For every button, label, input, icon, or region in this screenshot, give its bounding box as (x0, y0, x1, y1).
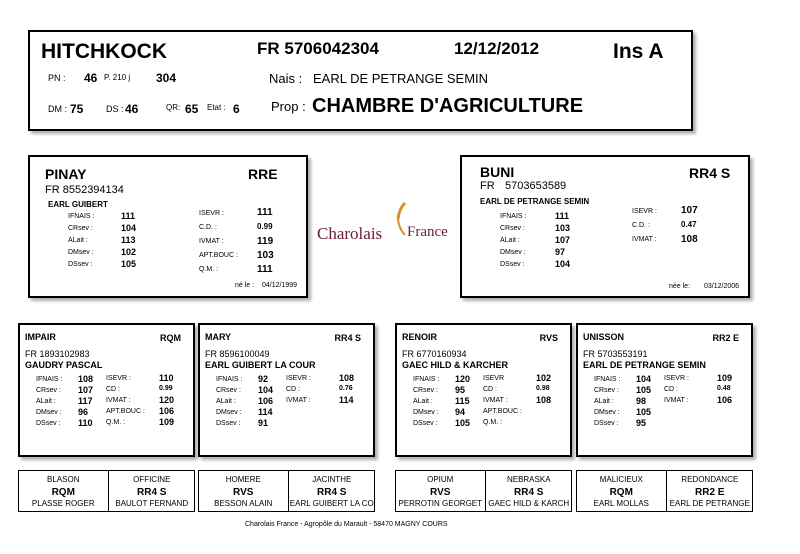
sire-stat-value: 113 (121, 235, 136, 245)
grandparent-card (198, 323, 375, 457)
dam-index-value: 107 (681, 205, 698, 216)
grandparent-stat-label: CRsev : (594, 387, 619, 394)
grandparent-index-label: CD : (483, 386, 497, 393)
great-grandparent-cell (288, 471, 377, 511)
sire-index-label: Q.M. : (199, 266, 219, 273)
dam-index-label: ISEVR : (632, 208, 657, 215)
great-grandparent-name: NEBRASKA (506, 475, 551, 484)
great-grandparent-code: RR4 S (514, 487, 544, 498)
grandparent-stat-value: 92 (258, 374, 269, 384)
grandparent-id: FR 6770160934 (402, 349, 467, 359)
grandparent-index-value: 0.76 (339, 385, 353, 392)
grandparent-code: RVS (539, 333, 558, 343)
great-grandparent-owner: EARL GUIBERT LA CO (289, 499, 374, 508)
sire-born-date: 04/12/1999 (262, 282, 298, 289)
dam-index-value: 108 (681, 234, 698, 245)
grandparent-index-label: CD : (664, 386, 678, 393)
grandparent-index-label: Q.M. : (106, 419, 126, 426)
inscription-status: Ins A (613, 40, 664, 63)
dam-stat-label: IFNAIS : (500, 213, 527, 220)
grandparent-owner: EARL GUIBERT LA COUR (205, 360, 316, 370)
grandparent-stat-value: 95 (636, 418, 647, 428)
ds-value: 46 (125, 102, 139, 116)
grandparent-index-label: IVMAT : (106, 397, 131, 404)
grandparent-stat-label: IFNAIS : (36, 376, 63, 383)
grandparent-index-label: IVMAT : (483, 397, 508, 404)
grandparent-index-value: 108 (339, 373, 355, 383)
grandparent-index-label: ISEVR : (664, 375, 689, 382)
sire-born-label: né le : (235, 282, 255, 289)
dam-stat-value: 107 (555, 235, 571, 245)
grandparent-stat-value: 91 (258, 418, 269, 428)
dm-label: DM : (48, 104, 67, 114)
grandparent-index-value: 109 (159, 417, 175, 427)
great-grandparent-cell (666, 471, 755, 511)
grandparent-index-label: IVMAT : (664, 397, 689, 404)
grandparent-index-value: 0.98 (536, 385, 550, 392)
grandparent-name: RENOIR (402, 332, 438, 342)
grandparent-stat-label: CRsev : (36, 387, 61, 394)
prop-value: CHAMBRE D'AGRICULTURE (312, 95, 584, 117)
grandparent-index-label: ISEVR (483, 375, 505, 382)
grandparent-stat-value: 96 (78, 407, 89, 417)
sire-stat-label: IFNAIS : (68, 213, 95, 220)
great-grandparent-cell (199, 471, 288, 511)
grandparent-stat-value: 104 (636, 374, 652, 384)
grandparent-name: MARY (205, 332, 232, 342)
sire-index-value: 0.99 (257, 222, 273, 231)
grandparent-stat-label: ALait : (594, 398, 614, 405)
grandparent-index-value: 0.48 (717, 385, 731, 392)
grandparent-stat-value: 117 (78, 396, 93, 406)
sire-stat-label: CRsev : (68, 225, 93, 232)
grandparent-code: RQM (160, 333, 181, 343)
dm-value: 75 (70, 102, 84, 116)
great-grandparent-code: RQM (609, 487, 633, 498)
nais-label: Nais : (269, 71, 303, 86)
dam-stat-label: ALait : (500, 237, 520, 244)
sire-code: RRE (248, 166, 278, 182)
grandparent-name: UNISSON (583, 332, 625, 342)
great-grandparent-pair (576, 470, 753, 512)
great-grandparent-name: OFFICINE (133, 475, 171, 484)
grandparent-stat-value: 110 (78, 418, 93, 428)
grandparent-id: FR 5703553191 (583, 349, 648, 359)
sire-index-value: 119 (257, 236, 274, 247)
grandparent-stat-value: 94 (455, 407, 466, 417)
sire-index-value: 111 (257, 207, 273, 218)
dam-stat-value: 97 (555, 247, 566, 257)
dam-id-prefix: FR (480, 180, 495, 192)
grandparent-id: FR 1893102983 (25, 349, 90, 359)
sire-stat-value: 105 (121, 259, 137, 269)
dam-stat-label: CRsev : (500, 225, 525, 232)
qr-label: QR: (166, 103, 181, 112)
great-grandparent-cell (108, 471, 197, 511)
p210-value: 304 (156, 71, 177, 85)
grandparent-stat-value: 106 (258, 396, 274, 406)
grandparent-index-value: 108 (536, 395, 552, 405)
grandparent-code: RR4 S (334, 333, 361, 343)
p210-label: P. 210 j (104, 73, 131, 82)
grandparent-index-value: 0.99 (159, 385, 173, 392)
grandparent-index-label: CD : (106, 386, 120, 393)
great-grandparent-code: RR4 S (137, 487, 167, 498)
great-grandparent-cell (19, 471, 108, 511)
sire-index-label: C.D. : (199, 224, 217, 231)
grandparent-name: IMPAIR (25, 332, 56, 342)
dam-stat-label: DMsev : (500, 249, 526, 256)
sire-index-label: IVMAT : (199, 238, 224, 245)
report-date: 12/12/2012 (454, 39, 540, 58)
grandparent-index-label: APT.BOUC : (106, 408, 145, 415)
great-grandparent-owner: EARL MOLLAS (593, 499, 649, 508)
grandparent-stat-value: 105 (636, 385, 652, 395)
great-grandparent-code: RVS (233, 487, 254, 498)
great-grandparent-code: RQM (51, 487, 75, 498)
footer-address: Charolais France - Agropôle du Marault - 58470 MAGNY COURS (245, 521, 448, 528)
sire-owner: EARL GUIBERT (48, 200, 108, 209)
dam-born-label: née le: (669, 283, 691, 290)
qr-value: 65 (185, 102, 199, 116)
dam-owner: EARL DE PETRANGE SEMIN (480, 197, 590, 206)
great-grandparent-cell (396, 471, 485, 511)
grandparent-index-value: 106 (717, 395, 733, 405)
grandparent-stat-value: 120 (455, 374, 471, 384)
prop-label: Prop : (271, 99, 306, 114)
animal-name: HITCHKOCK (41, 40, 167, 63)
grandparent-card (18, 323, 195, 457)
etat-value: 6 (233, 102, 240, 116)
grandparent-index-value: 114 (339, 395, 354, 405)
dam-stat-value: 104 (555, 259, 571, 269)
sire-index-label: APT.BOUC : (199, 252, 238, 259)
pn-value: 46 (84, 71, 98, 85)
great-grandparent-code: RR2 E (695, 487, 725, 498)
great-grandparent-name: BLASON (47, 475, 80, 484)
sire-stat-value: 102 (121, 247, 137, 257)
great-grandparent-cell (485, 471, 574, 511)
pn-label: PN : (48, 73, 66, 83)
dam-code: RR4 S (689, 165, 731, 181)
grandparent-stat-label: DMsev : (36, 409, 62, 416)
sire-stat-value: 104 (121, 223, 137, 233)
grandparent-index-value: 120 (159, 395, 175, 405)
grandparent-stat-label: ALait : (36, 398, 56, 405)
great-grandparent-owner: PLASSE ROGER (31, 499, 95, 508)
dam-index-label: IVMAT : (632, 236, 657, 243)
grandparent-stat-value: 114 (258, 407, 273, 417)
grandparent-stat-label: DSsev : (216, 420, 241, 427)
dam-stat-value: 103 (555, 223, 571, 233)
grandparent-stat-label: ALait : (413, 398, 433, 405)
grandparent-index-value: 102 (536, 373, 552, 383)
sire-index-value: 111 (257, 264, 273, 275)
dam-card (460, 155, 750, 298)
grandparent-card (576, 323, 753, 457)
grandparent-stat-label: DMsev : (594, 409, 620, 416)
ds-label: DS : (106, 104, 124, 114)
grandparent-stat-value: 105 (636, 407, 652, 417)
grandparent-index-label: ISEVR : (286, 375, 311, 382)
great-grandparent-owner: PERROTIN GEORGET (398, 499, 483, 508)
animal-id: FR 5706042304 (257, 39, 379, 58)
dam-index-value: 0.47 (681, 220, 697, 229)
grandparent-index-label: ISEVR : (106, 375, 131, 382)
dam-stat-value: 111 (555, 211, 570, 221)
grandparent-stat-label: ALait : (216, 398, 236, 405)
dam-name: BUNI (480, 164, 515, 180)
great-grandparent-owner: BESSON ALAIN (214, 499, 273, 508)
grandparent-index-value: 109 (717, 373, 733, 383)
sire-stat-value: 111 (121, 211, 136, 221)
sire-id: FR 8552394134 (45, 184, 124, 196)
great-grandparent-name: OPIUM (427, 475, 454, 484)
sire-index-value: 103 (257, 250, 274, 261)
grandparent-index-value: 110 (159, 373, 174, 383)
sire-index-label: ISEVR : (199, 210, 224, 217)
great-grandparent-code: RVS (430, 487, 451, 498)
grandparent-stat-label: DSsev : (594, 420, 619, 427)
great-grandparent-name: MALICIEUX (599, 475, 643, 484)
grandparent-owner: GAEC HILD & KARCHER (402, 360, 509, 370)
grandparent-index-value: 106 (159, 406, 175, 416)
grandparent-owner: EARL DE PETRANGE SEMIN (583, 360, 706, 370)
great-grandparent-owner: BAULOT FERNAND (115, 499, 189, 508)
nais-value: EARL DE PETRANGE SEMIN (313, 71, 489, 86)
logo-text-charolais: Charolais (317, 224, 383, 243)
dam-stat-label: DSsev : (500, 261, 525, 268)
grandparent-stat-value: 105 (455, 418, 471, 428)
dam-id: 5703653589 (505, 180, 567, 192)
grandparent-stat-value: 115 (455, 396, 470, 406)
grandparent-stat-value: 98 (636, 396, 647, 406)
grandparent-owner: GAUDRY PASCAL (25, 360, 103, 370)
great-grandparent-pair (18, 470, 195, 512)
great-grandparent-owner: EARL DE PETRANGE (669, 499, 750, 508)
great-grandparent-pair (198, 470, 375, 512)
grandparent-stat-value: 95 (455, 385, 466, 395)
grandparent-stat-label: IFNAIS : (413, 376, 440, 383)
grandparent-stat-label: IFNAIS : (594, 376, 621, 383)
grandparent-stat-label: CRsev : (413, 387, 438, 394)
etat-label: Etat : (207, 103, 226, 112)
sire-stat-label: ALait : (68, 237, 88, 244)
sire-stat-label: DSsev : (68, 261, 93, 268)
dam-born-date: 03/12/2006 (704, 283, 740, 290)
charolais-france-logo (315, 195, 455, 255)
grandparent-stat-label: DSsev : (36, 420, 61, 427)
great-grandparent-owner: GAEC HILD & KARCH (488, 499, 570, 508)
great-grandparent-name: HOMERE (225, 475, 261, 484)
grandparent-stat-label: IFNAIS : (216, 376, 243, 383)
grandparent-stat-label: DMsev : (413, 409, 439, 416)
grandparent-stat-label: CRsev : (216, 387, 241, 394)
grandparent-index-label: IVMAT : (286, 397, 311, 404)
grandparent-stat-value: 107 (78, 385, 94, 395)
sire-name: PINAY (45, 166, 87, 182)
grandparent-code: RR2 E (712, 333, 739, 343)
grandparent-stat-value: 104 (258, 385, 274, 395)
logo-text-france: France (407, 224, 448, 240)
grandparent-id: FR 8596100049 (205, 349, 270, 359)
dam-index-label: C.D. : (632, 222, 650, 229)
animal-header-card (28, 30, 693, 131)
great-grandparent-name: JACINTHE (312, 475, 352, 484)
grandparent-card (395, 323, 572, 457)
sire-card (28, 155, 308, 298)
great-grandparent-code: RR4 S (317, 487, 347, 498)
great-grandparent-name: REDONDANCE (681, 475, 739, 484)
grandparent-index-label: APT.BOUC : (483, 408, 522, 415)
great-grandparent-pair (395, 470, 572, 512)
sire-stat-label: DMsev : (68, 249, 94, 256)
grandparent-index-label: Q.M. : (483, 419, 503, 426)
grandparent-stat-label: DMsev : (216, 409, 242, 416)
great-grandparent-cell (577, 471, 666, 511)
grandparent-stat-label: DSsev : (413, 420, 438, 427)
grandparent-index-label: CD : (286, 386, 300, 393)
grandparent-stat-value: 108 (78, 374, 94, 384)
